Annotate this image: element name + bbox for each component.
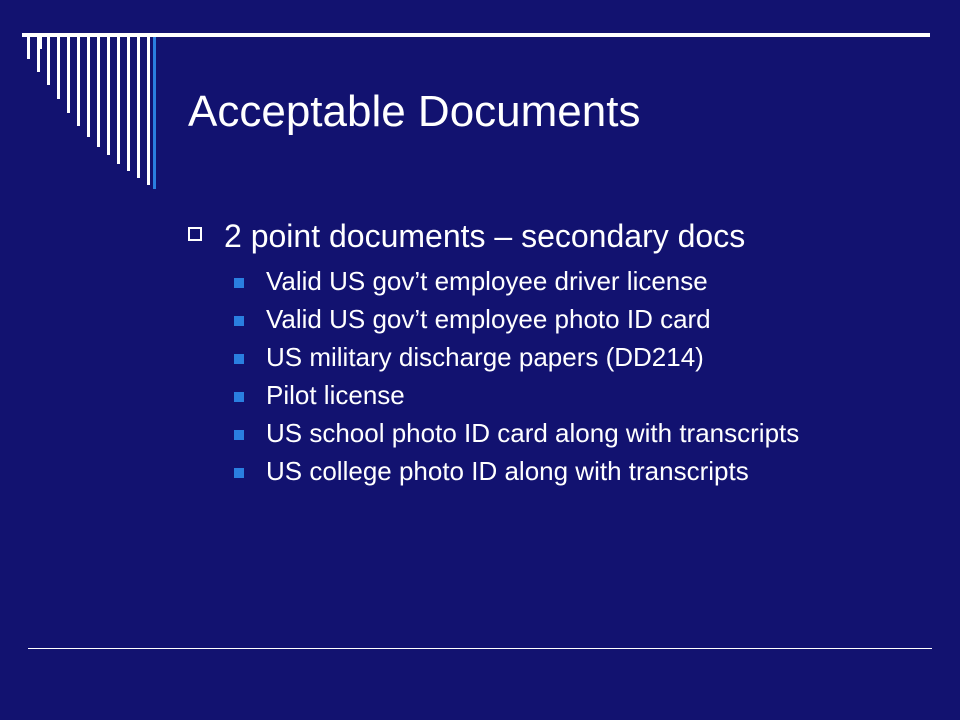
decorative-bar — [77, 37, 80, 126]
decorative-bar — [117, 37, 120, 164]
decorative-bar — [107, 37, 110, 155]
decorative-bar — [57, 37, 60, 99]
decorative-bar — [127, 37, 130, 171]
decorative-bar — [67, 37, 70, 113]
filled-square-icon — [234, 430, 244, 440]
list-item — [234, 342, 924, 372]
filled-square-icon — [234, 354, 244, 364]
hollow-square-icon — [188, 227, 202, 241]
decorative-bar — [40, 37, 42, 49]
decorative-bar — [97, 37, 100, 147]
filled-square-icon — [234, 316, 244, 326]
filled-square-icon — [234, 392, 244, 402]
list-item — [234, 418, 924, 448]
decorative-bar — [47, 37, 50, 85]
decorative-bar — [147, 37, 150, 185]
list-item — [234, 380, 924, 410]
list-item-text: US school photo ID card along with transcripts — [266, 418, 800, 448]
decorative-bar — [27, 37, 30, 59]
list-item-text: US college photo ID along with transcripts — [266, 456, 749, 486]
list-item — [234, 266, 924, 296]
heading-bullet-text: 2 point documents – secondary docs — [224, 218, 746, 254]
list-item-text: Valid US gov’t employee driver license — [266, 266, 708, 296]
list-item-text: Valid US gov’t employee photo ID card — [266, 304, 711, 334]
list-item — [234, 304, 924, 334]
bottom-divider — [28, 648, 932, 649]
document-list — [234, 266, 924, 494]
filled-square-icon — [234, 468, 244, 478]
slide-title: Acceptable Documents — [188, 87, 641, 136]
list-item-text: US military discharge papers (DD214) — [266, 342, 704, 372]
decorative-bar — [137, 37, 140, 178]
decorative-bar — [87, 37, 90, 137]
list-item — [234, 456, 924, 486]
filled-square-icon — [234, 278, 244, 288]
decorative-bar-accent — [153, 37, 156, 189]
list-item-text: Pilot license — [266, 380, 405, 410]
top-divider — [22, 33, 930, 37]
